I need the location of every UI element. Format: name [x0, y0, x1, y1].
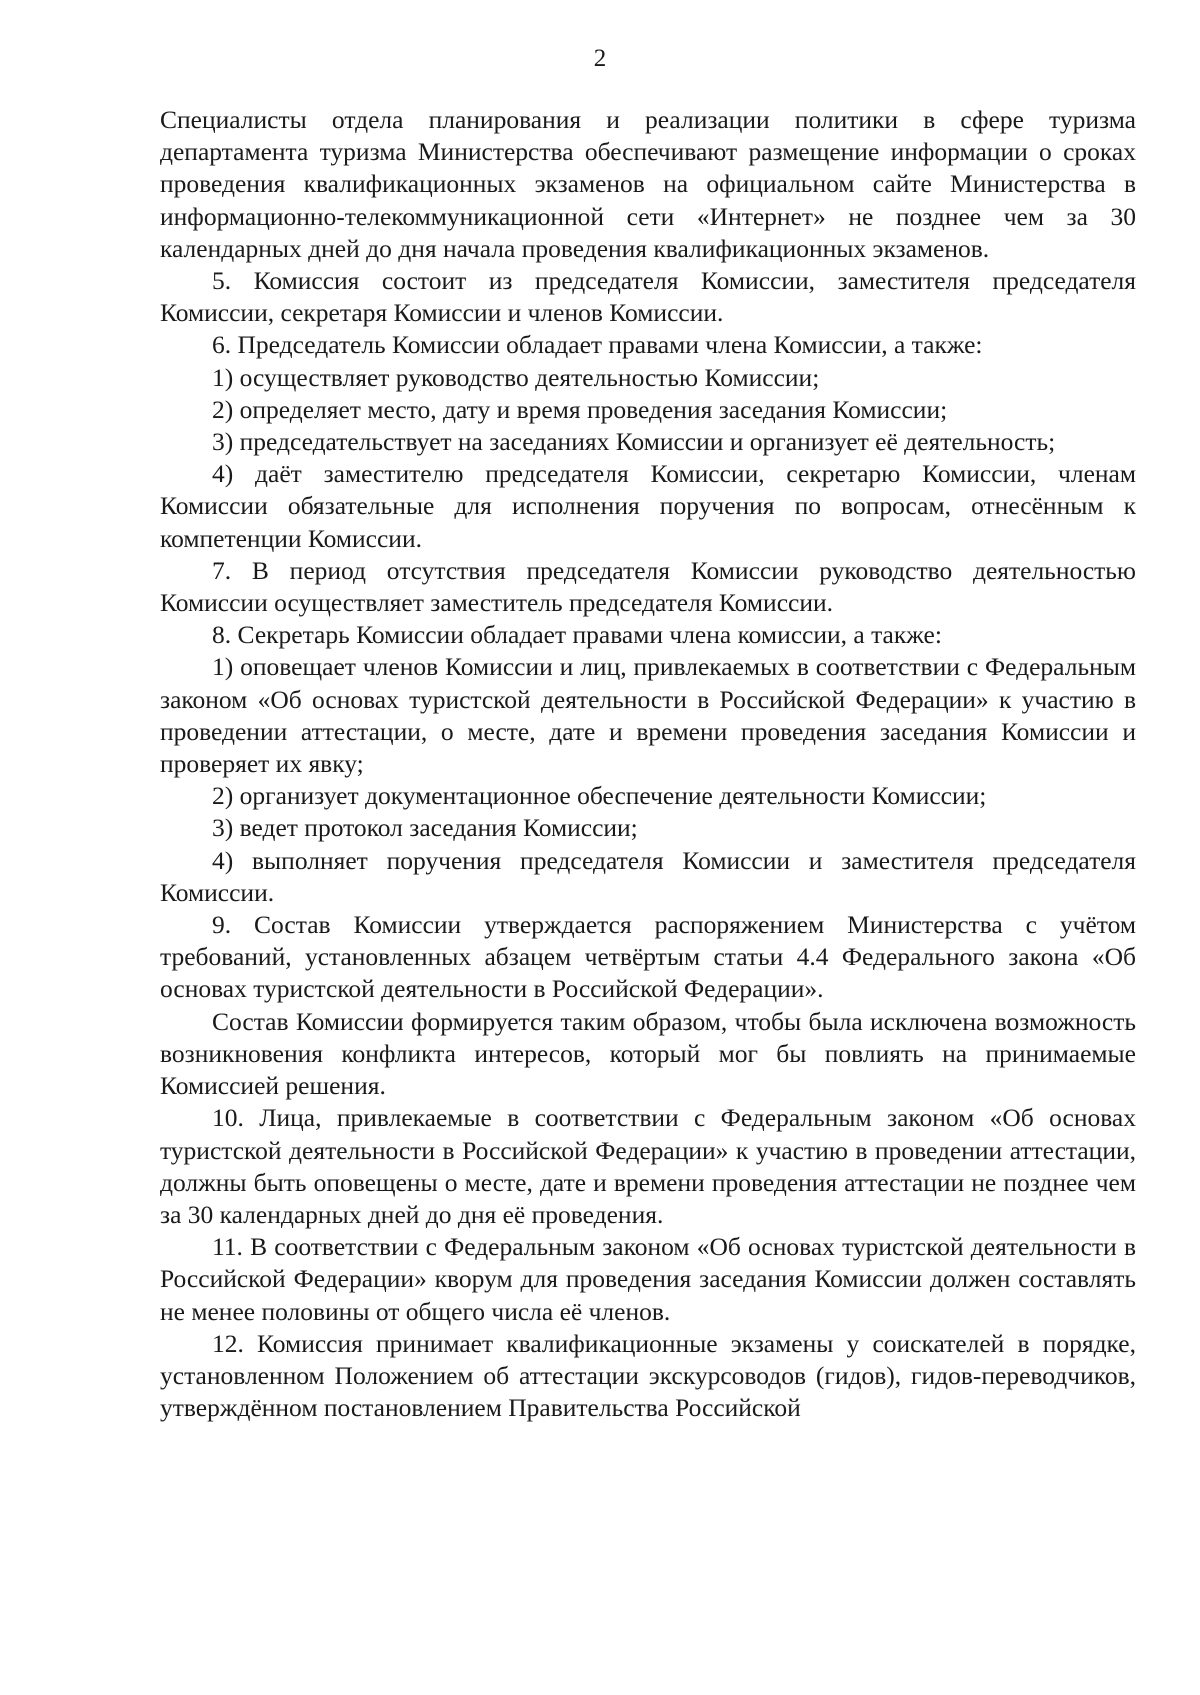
- document-body: [160, 104, 1136, 1424]
- paragraph-item-8-4: 4) выполняет поручения председателя Комиссии и заместителя председателя Комиссии.: [160, 845, 1136, 907]
- paragraph-item-8-3: 3) ведет протокол заседания Комиссии;: [212, 813, 638, 843]
- paragraph-item-7: 7. В период отсутствия председателя Комиссии руководство деятельностью Комиссии осуществляет заместитель председателя Комиссии.: [160, 555, 1136, 618]
- paragraph-intro: Специалисты отдела планирования и реализации политики в сфере туризма департамента туризма Министерства обеспечивают размещение информации о сроках проведения квалификационных экзаменов на официальном сайте Министерства в информационно-телекоммуникационной сети «Интернет» не позднее чем за 30 календарных дней до дня начала проведения квалификационных экзаменов.: [160, 105, 1136, 263]
- paragraph-item-9: 9. Состав Комиссии утверждается распоряжением Министерства с учётом требований, установленных абзацем четвёртым статьи 4.4 Федерального закона «Об основах туристской деятельности в Российской Федерации».: [160, 910, 1136, 1004]
- paragraph-item-8-1: 1) оповещает членов Комиссии и лиц, привлекаемых в соответствии с Федеральным законом «Об основах туристской деятельности в Российской Федерации» к участию в проведении аттестации, о месте, дате и времени проведения заседания Комиссии и проверяет их явку;: [160, 652, 1136, 779]
- paragraph-item-11: 11. В соответствии с Федеральным законом «Об основах туристской деятельности в Российской Федерации» кворум для проведения заседания Комиссии должен составлять не менее половины от общего числа её членов.: [160, 1232, 1136, 1326]
- paragraph-item-6-3: 3) председательствует на заседаниях Комиссии и организует её деятельность;: [212, 427, 1056, 457]
- paragraph-item-8-2: 2) организует документационное обеспечение деятельности Комиссии;: [212, 781, 987, 811]
- paragraph-item-5: 5. Комиссия состоит из председателя Комиссии, заместителя председателя Комиссии, секретаря Комиссии и членов Комиссии.: [160, 266, 1136, 328]
- paragraph-item-12: 12. Комиссия принимает квалификационные экзамены у соискателей в порядке, установленном Положением об аттестации экскурсоводов (гидов), гидов-переводчиков, утверждённом постановлением Правительства Российской: [160, 1328, 1136, 1423]
- paragraph-item-10: 10. Лица, привлекаемые в соответствии с Федеральным законом «Об основах туристской деятельности в Российской Федерации» к участию в проведении аттестации, должны быть оповещены о месте, дате и времени проведения аттестации не позднее чем за 30 календарных дней до дня её проведения.: [160, 1103, 1136, 1229]
- paragraph-item-6-2: 2) определяет место, дату и время проведения заседания Комиссии;: [212, 394, 948, 424]
- paragraph-item-6-4: 4) даёт заместителю председателя Комиссии, секретарю Комиссии, членам Комиссии обязательные для исполнения поручения по вопросам, отнесённым к компетенции Комиссии.: [160, 459, 1136, 553]
- paragraph-item-8: 8. Секретарь Комиссии обладает правами члена комиссии, а также:: [212, 620, 942, 650]
- paragraph-item-6: 6. Председатель Комиссии обладает правами члена Комиссии, а также:: [212, 330, 983, 360]
- paragraph-item-6-1: 1) осуществляет руководство деятельностью Комиссии;: [212, 362, 820, 392]
- paragraph-item-9-composition: Состав Комиссии формируется таким образом, чтобы была исключена возможность возникновения конфликта интересов, который мог бы повлиять на принимаемые Комиссией решения.: [160, 1006, 1136, 1101]
- page-number: 2: [593, 45, 607, 72]
